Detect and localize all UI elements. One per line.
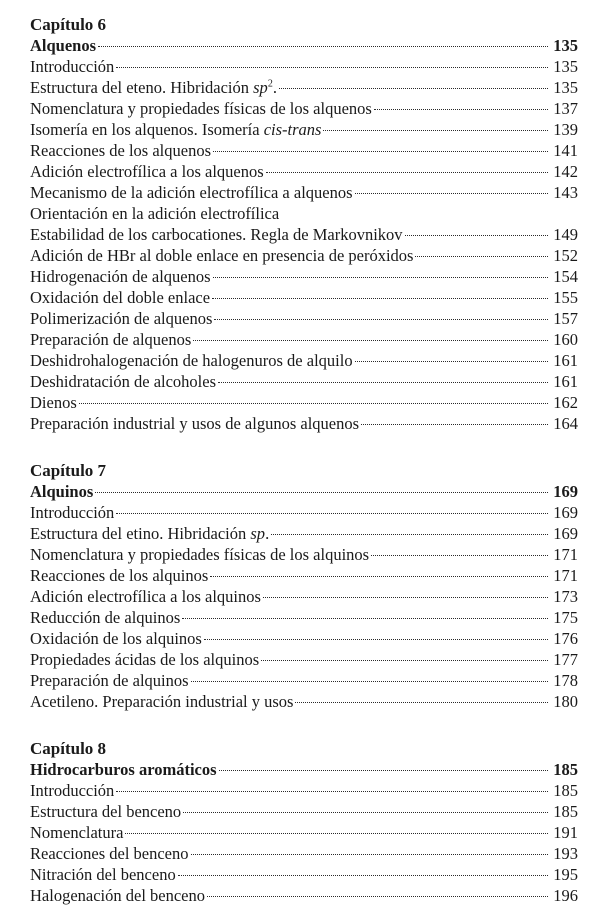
toc-entry <box>30 523 578 544</box>
dot-leader <box>204 639 548 640</box>
page-number: 137 <box>553 99 578 118</box>
toc-entry <box>30 119 578 140</box>
page-number: 135 <box>553 36 578 55</box>
chapter-title-row <box>30 35 578 56</box>
page-number: 191 <box>553 823 578 842</box>
entry-title <box>30 864 176 885</box>
dot-leader <box>361 424 548 425</box>
dot-leader <box>371 555 548 556</box>
toc-entry <box>30 565 578 586</box>
page-number: 160 <box>553 330 578 349</box>
chapter-title-row <box>30 759 578 780</box>
toc-entry <box>30 287 578 308</box>
page-number: 154 <box>553 267 578 286</box>
dot-leader <box>95 492 548 493</box>
toc-entry <box>30 371 578 392</box>
dot-leader <box>218 382 548 383</box>
entry-emphasis: sp <box>253 78 268 97</box>
entry-text: Acetileno. Preparación industrial y usos <box>30 692 294 711</box>
toc-entry <box>30 140 578 161</box>
entry-text: Reacciones del benceno <box>30 844 189 863</box>
entry-text: Isomería en los alquenos. Isomería <box>30 120 264 139</box>
entry-title <box>30 586 261 607</box>
dot-leader <box>182 618 548 619</box>
entry-suffix: . <box>265 524 270 543</box>
entry-text: Deshidratación de alcoholes <box>30 372 217 391</box>
chapter-label: Capítulo 7 <box>30 461 107 480</box>
entry-text: Adición electrofílica a los alquinos <box>30 587 261 606</box>
toc-entry <box>30 224 578 245</box>
chapter-7 <box>30 460 578 712</box>
page-number: 171 <box>553 566 578 585</box>
page-number: 152 <box>553 246 578 265</box>
page-number: 169 <box>553 482 578 501</box>
dot-leader <box>415 256 548 257</box>
dot-leader <box>191 854 548 855</box>
entry-text: Adición de HBr al doble enlace en presencia de peróxidos <box>30 246 414 265</box>
dot-leader <box>405 235 548 236</box>
entry-text: Oxidación de los alquinos <box>30 629 202 648</box>
page-number: 143 <box>553 183 578 202</box>
page-number: 185 <box>553 802 578 821</box>
entry-title <box>30 628 202 649</box>
entry-title <box>30 565 208 586</box>
toc-entry <box>30 413 578 434</box>
entry-suffix: . <box>272 78 277 97</box>
entry-text: Nitración del benceno <box>30 865 176 884</box>
toc-entry <box>30 607 578 628</box>
page-number: 185 <box>553 781 578 800</box>
entry-superscript: 2 <box>267 78 273 90</box>
entry-text: Estructura del eteno. Hibridación <box>30 78 254 97</box>
toc-entry <box>30 780 578 801</box>
dot-leader <box>266 172 548 173</box>
entry-title <box>30 350 353 371</box>
entry-title <box>30 182 353 203</box>
chapter-label: Capítulo 8 <box>30 739 107 758</box>
entry-text: Adición electrofílica a los alquenos <box>30 162 264 181</box>
dot-leader <box>207 896 548 897</box>
toc-entry <box>30 161 578 182</box>
toc-entry <box>30 628 578 649</box>
toc-entry <box>30 350 578 371</box>
entry-text: Reducción de alquinos <box>30 608 181 627</box>
toc-entry <box>30 329 578 350</box>
toc-entry <box>30 801 578 822</box>
table-of-contents <box>30 14 578 906</box>
entry-text: Preparación de alquinos <box>30 671 189 690</box>
entry-list <box>30 502 578 712</box>
page-number: 171 <box>553 545 578 564</box>
dot-leader <box>193 340 548 341</box>
toc-entry <box>30 670 578 691</box>
entry-text: Halogenación del benceno <box>30 886 206 905</box>
dot-leader <box>79 403 548 404</box>
dot-leader <box>263 597 548 598</box>
entry-emphasis: sp <box>250 524 266 543</box>
page-number: 173 <box>553 587 578 606</box>
page-number: 161 <box>553 351 578 370</box>
entry-title <box>30 287 210 308</box>
dot-leader <box>374 109 548 110</box>
page-number: 164 <box>553 414 578 433</box>
page-number: 177 <box>553 650 578 669</box>
toc-entry <box>30 885 578 906</box>
chapter-title: Alquinos <box>30 482 94 501</box>
entry-title <box>30 77 277 98</box>
entry-title <box>30 371 216 392</box>
entry-title <box>30 308 212 329</box>
dot-leader <box>295 702 548 703</box>
dot-leader <box>210 576 548 577</box>
toc-entry <box>30 77 578 98</box>
entry-text: Introducción <box>30 57 115 76</box>
entry-text: Nomenclatura y propiedades físicas de los alquenos <box>30 99 372 118</box>
toc-entry <box>30 392 578 413</box>
entry-title <box>30 140 211 161</box>
dot-leader <box>212 298 548 299</box>
entry-title <box>30 544 369 565</box>
page-number: 142 <box>553 162 578 181</box>
toc-entry <box>30 203 578 224</box>
entry-list <box>30 780 578 906</box>
dot-leader <box>183 812 548 813</box>
page-number: 178 <box>553 671 578 690</box>
entry-title <box>30 119 321 140</box>
entry-text: Estabilidad de los carbocationes. Regla de Markovnikov <box>30 225 403 244</box>
toc-entry <box>30 843 578 864</box>
entry-text: Nomenclatura y propiedades físicas de los alquinos <box>30 545 370 564</box>
entry-title <box>30 649 259 670</box>
entry-title <box>30 161 264 182</box>
page-number: 176 <box>553 629 578 648</box>
entry-text: Reacciones de los alquenos <box>30 141 211 160</box>
entry-text: Reacciones de los alquinos <box>30 566 209 585</box>
entry-text: Deshidrohalogenación de halogenuros de alquilo <box>30 351 353 370</box>
entry-title <box>30 413 359 434</box>
dot-leader <box>219 770 548 771</box>
entry-title <box>30 392 77 413</box>
entry-list <box>30 56 578 434</box>
chapter-title-row <box>30 481 578 502</box>
dot-leader <box>213 277 548 278</box>
page-number: 135 <box>553 57 578 76</box>
dot-leader <box>98 46 548 47</box>
page-number: 141 <box>553 141 578 160</box>
entry-title <box>30 822 123 843</box>
entry-title <box>30 670 189 691</box>
entry-text: Oxidación del doble enlace <box>30 288 211 307</box>
dot-leader <box>271 534 548 535</box>
entry-title <box>30 203 279 224</box>
entry-title <box>30 245 413 266</box>
entry-title <box>30 885 205 906</box>
toc-entry <box>30 245 578 266</box>
entry-title <box>30 801 181 822</box>
toc-entry <box>30 691 578 712</box>
entry-text: Polimerización de alquenos <box>30 309 213 328</box>
entry-title <box>30 843 189 864</box>
dot-leader <box>116 513 548 514</box>
page-number: 180 <box>553 692 578 711</box>
chapter-title: Hidrocarburos aromáticos <box>30 760 217 779</box>
dot-leader <box>213 151 548 152</box>
toc-entry <box>30 502 578 523</box>
dot-leader <box>355 361 548 362</box>
dot-leader <box>214 319 548 320</box>
entry-title <box>30 224 403 245</box>
toc-entry <box>30 56 578 77</box>
entry-title <box>30 98 372 119</box>
toc-entry <box>30 864 578 885</box>
chapter-6 <box>30 14 578 434</box>
page-number: 196 <box>553 886 578 905</box>
dot-leader <box>116 67 548 68</box>
entry-text: Preparación de alquenos <box>30 330 192 349</box>
entry-title <box>30 56 114 77</box>
entry-title <box>30 523 269 544</box>
page-number: 169 <box>553 524 578 543</box>
page-number: 155 <box>553 288 578 307</box>
page-number: 175 <box>553 608 578 627</box>
toc-entry <box>30 822 578 843</box>
dot-leader <box>191 681 548 682</box>
page-number: 161 <box>553 372 578 391</box>
entry-title <box>30 607 180 628</box>
toc-entry <box>30 649 578 670</box>
entry-title <box>30 780 114 801</box>
entry-text: Dienos <box>30 393 77 412</box>
page-number: 135 <box>553 78 578 97</box>
entry-emphasis: cis-trans <box>263 120 322 139</box>
page-number: 157 <box>553 309 578 328</box>
dot-leader <box>323 130 548 131</box>
page-number: 195 <box>553 865 578 884</box>
dot-leader <box>178 875 548 876</box>
toc-entry <box>30 586 578 607</box>
toc-entry <box>30 182 578 203</box>
dot-leader <box>355 193 548 194</box>
entry-text: Mecanismo de la adición electrofílica a alquenos <box>30 183 353 202</box>
entry-text: Hidrogenación de alquenos <box>30 267 211 286</box>
dot-leader <box>125 833 548 834</box>
entry-text: Introducción <box>30 503 115 522</box>
dot-leader <box>116 791 548 792</box>
entry-title <box>30 266 211 287</box>
entry-title <box>30 502 114 523</box>
chapter-label: Capítulo 6 <box>30 15 107 34</box>
entry-text: Preparación industrial y usos de algunos alquenos <box>30 414 360 433</box>
page-number: 185 <box>553 760 578 779</box>
chapter-title: Alquenos <box>30 36 97 55</box>
entry-text: Estructura del etino. Hibridación <box>30 524 251 543</box>
toc-entry <box>30 544 578 565</box>
entry-title <box>30 691 293 712</box>
toc-entry <box>30 266 578 287</box>
page-number: 149 <box>553 225 578 244</box>
entry-text: Nomenclatura <box>30 823 124 842</box>
entry-text: Orientación en la adición electrofílica <box>30 204 280 223</box>
dot-leader <box>279 88 548 89</box>
entry-text: Introducción <box>30 781 115 800</box>
page-number: 162 <box>553 393 578 412</box>
entry-text: Estructura del benceno <box>30 802 182 821</box>
entry-title <box>30 329 191 350</box>
page-number: 169 <box>553 503 578 522</box>
toc-entry <box>30 308 578 329</box>
chapter-8 <box>30 738 578 906</box>
dot-leader <box>261 660 548 661</box>
page-number: 139 <box>553 120 578 139</box>
entry-text: Propiedades ácidas de los alquinos <box>30 650 260 669</box>
page-number: 193 <box>553 844 578 863</box>
toc-entry <box>30 98 578 119</box>
